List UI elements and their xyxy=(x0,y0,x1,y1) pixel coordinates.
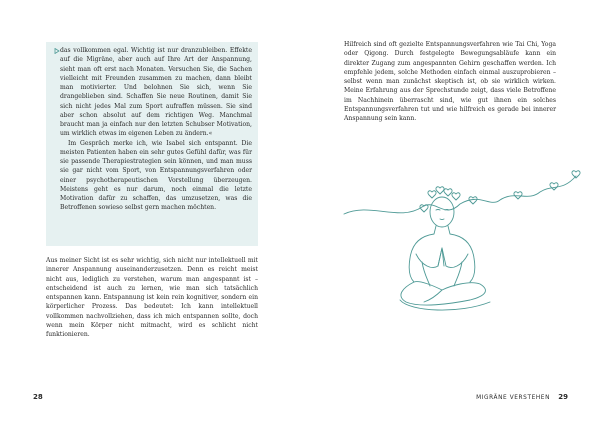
page-number-right: 29 xyxy=(558,393,568,401)
right-page xyxy=(300,0,600,426)
page-number-left: 28 xyxy=(33,393,43,401)
running-head: MIGRÄNE VERSTEHEN xyxy=(476,395,551,401)
meditating-figure-icon xyxy=(340,162,590,322)
quote-text xyxy=(60,46,252,213)
body-paragraph-left: Aus meiner Sicht ist es sehr wichtig, sich nicht nur intellektuell mit innerer Anspannung auseinanderzusetzen. Denn es reicht meist nicht aus, lediglich zu verstehen, warum man angespannt ist – entscheidend ist auch zu lernen, wie man sich tatsächlich entspannen kann. Entspannung ist kein rein kognitiver, sondern ein körperlicher Prozess. Das bedeutet: Ich kann intellektuell vollkommen nachvollziehen, dass ich mich entspannen sollte, doch wenn mein Körper nicht mitmacht, wird es schlicht nicht funktionieren. xyxy=(46,257,258,338)
quote-paragraph: Im Gespräch merke ich, wie Isabel sich entspannt. Die meisten Patienten haben ein sehr gutes Gefühl dafür, was für sie passende Therapiestrategien sein können, und man muss sie gar nicht vom Sport, von Entspannungsverfahren oder einer psychotherapeutischen Vorstellung überzeugen. Meistens geht es nur darum, noch einmal die letzte Motivation dafür zu schaffen, das umzusetzen, was die Betroffenen sowieso selbst gern machen möchten. xyxy=(60,139,252,212)
quote-box xyxy=(46,42,258,246)
body-paragraph-right: Hilfreich sind oft gezielte Entspannungsverfahren wie Tai Chi, Yoga oder Qigong. Durch festgelegte Bewegungsabläufe kann ein direkter Zugang zum angespannten Gehirn geschaffen werden. Ich empfehle jedem, solche Methoden einfach einmal auszuprobieren – selbst wenn man zunächst skeptisch ist, ob sie wirklich wirken. Meine Erfahrung aus der Sprechstunde zeigt, dass viele Betroffene im Nachhinein überrascht sind, wie gut ihnen ein solches Entspannungsverfahren tut und wie hilfreich es gerade bei innerer Anspannung sein kann. xyxy=(344,41,556,122)
running-footer xyxy=(476,393,568,401)
quote-paragraph: das vollkommen egal. Wichtig ist nur dranzubleiben. Effekte auf die Migräne, aber auch auf Ihre Art der Anspannung, sieht man oft erst nach Monaten. Versuchen Sie, die Sachen vielleicht mit Freunden zusammen zu machen, dann bleibt man motivierter. Und belohnen Sie sich, wenn Sie drangeblieben sind. Schaffen Sie neue Routinen, damit Sie sich nicht jedes Mal zum Sport aufraffen müssen. Sie sind aber schon absolut auf dem richtigen Weg. Manchmal braucht man ja einfach nur den letzten Schubser Motivation, um wirklich etwas im eigenen Leben zu ändern.« xyxy=(60,47,252,138)
